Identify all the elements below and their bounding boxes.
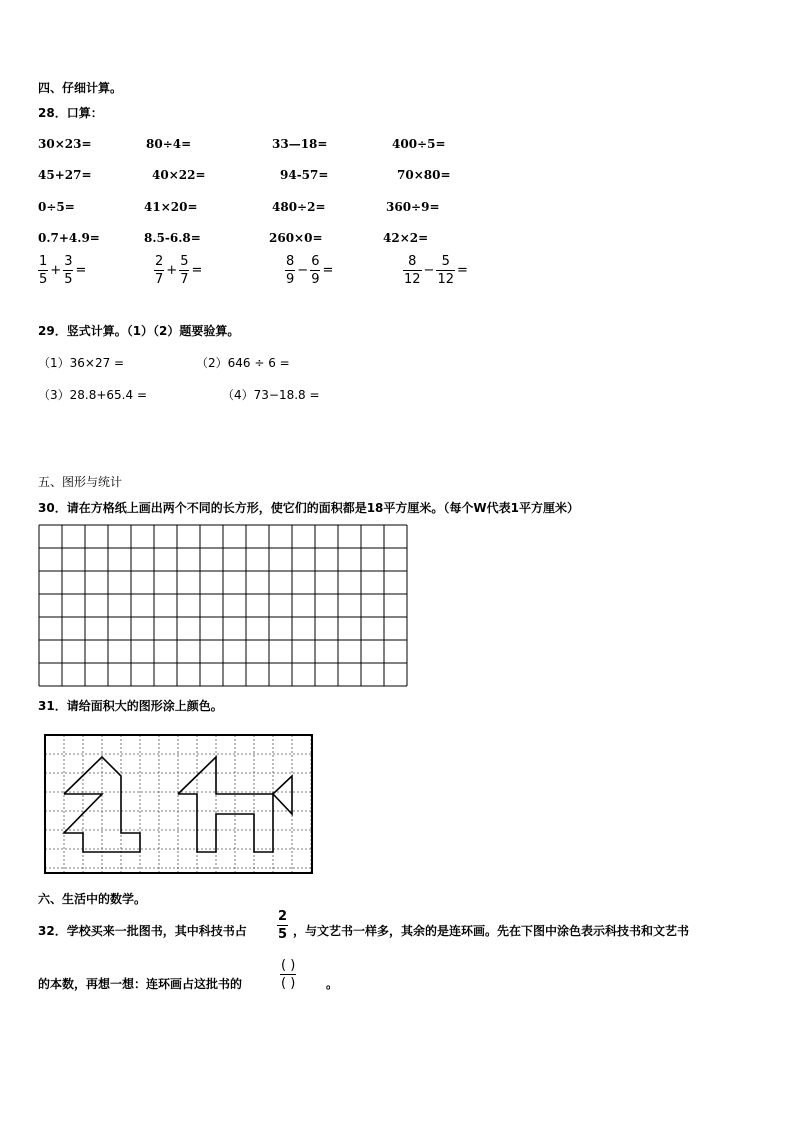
- mental-math-item: 42×2=: [383, 231, 429, 245]
- question-text-line2: 的本数，再想一想：连环画占这批书的: [38, 977, 243, 991]
- figure-grid: [44, 734, 314, 876]
- question-label: 30．请在方格纸上画出两个不同的长方形，使它们的面积都是18平方厘米。（每个W代表1平方厘米）: [38, 501, 579, 515]
- vertical-calc-item: （1）36×27 =: [38, 356, 125, 370]
- vertical-calc-item: （2）646 ÷ 6 =: [196, 356, 290, 370]
- vertical-calc-item: （4）73−18.8 =: [222, 388, 320, 402]
- mental-math-item: 480÷2=: [272, 200, 326, 214]
- mental-math-item: 360÷9=: [386, 200, 440, 214]
- mental-math-item: 94-57=: [280, 168, 329, 182]
- mental-math-item: 8.5-6.8=: [144, 231, 201, 245]
- question-text-line1: 32．学校买来一批图书，其中科技书占: [38, 924, 247, 938]
- square-grid-paper[interactable]: [38, 524, 410, 690]
- mental-math-item: 40×22=: [152, 168, 206, 182]
- fraction-expression: 2 7 + $\frac{5}{7}$ =: [155, 254, 203, 287]
- fraction-expression: 1 5 + $\frac{3}{5}$ =: [39, 254, 87, 287]
- answer-blank-fraction[interactable]: ( ) ( ): [281, 958, 296, 991]
- question-text-line1-suffix: ，与文艺书一样多，其余的是连环画。先在下图中涂色表示科技书和文艺书: [293, 924, 690, 938]
- question-label: 29．竖式计算。（1）（2）题要验算。: [38, 324, 240, 338]
- fraction-expression: 8 9 − $\frac{6}{9}$ =: [286, 254, 334, 287]
- question-text-line2-end: 。: [326, 977, 339, 991]
- question-label: 28．口算：: [38, 106, 103, 120]
- mental-math-item: 30×23=: [38, 137, 92, 151]
- fraction-two-fifths: 2 5: [278, 909, 288, 942]
- mental-math-item: 400÷5=: [392, 137, 446, 151]
- mental-math-item: 70×80=: [397, 168, 451, 182]
- mental-math-item: 33—18=: [272, 137, 328, 151]
- mental-math-item: 260×0=: [269, 231, 323, 245]
- mental-math-item: 0÷5=: [38, 200, 75, 214]
- section-heading: 六、生活中的数学。: [38, 892, 147, 906]
- mental-math-item: 0.7+4.9=: [38, 231, 100, 245]
- section-heading: 四、仔细计算。: [38, 81, 123, 95]
- mental-math-item: 80÷4=: [146, 137, 192, 151]
- question-label: 31．请给面积大的图形涂上颜色。: [38, 699, 223, 713]
- fraction-expression: 8 12 − $\frac{5}{12}$ =: [404, 254, 468, 287]
- vertical-calc-item: （3）28.8+65.4 =: [38, 388, 147, 402]
- section-heading: 五、图形与统计: [38, 475, 123, 489]
- mental-math-item: 45+27=: [38, 168, 92, 182]
- mental-math-item: 41×20=: [144, 200, 198, 214]
